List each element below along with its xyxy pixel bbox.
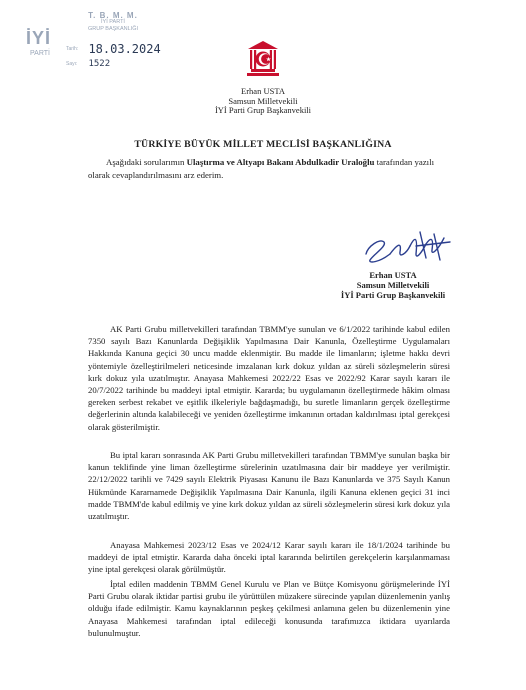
stamp-line-1: T. B. M. M.	[88, 11, 138, 20]
sender-header	[0, 87, 526, 116]
handwritten-signature-icon	[360, 224, 456, 270]
sender-name: Erhan USTA	[241, 86, 285, 96]
document-title: TÜRKİYE BÜYÜK MİLLET MECLİSİ BAŞKANLIĞINA	[134, 139, 392, 150]
sender-position: İYİ Parti Grup Başkanvekili	[214, 105, 312, 115]
tbmm-emblem-icon	[243, 38, 283, 80]
stamp-number-value: 1522	[88, 58, 111, 69]
stamp-line-2: İYİ PARTİ	[101, 19, 125, 25]
body-paragraph-2: Bu iptal kararı sonrasında AK Parti Grubu milletvekilleri tarafından TBMM'ye sunulan başka bir kanun teklifinde yine liman özelleştirme sürelerinin uzatılmasına dair bir maddeye yer verilmiştir. 22/12/2022 tarihli ve 7429 sayılı Elektrik Piyasası Kanunu ile Bazı Kanunlarda ve 375 Sayılı Kanun Hükmünde Kararnamede Değişiklik Yapılmasına Dair Kanunla, ilgili Kanuna eklenen geçici 31 inci madde TBMM'de kabul edilmiş ve yine kırk dokuz yıldan az süreli sözleşmelerin süresi kırk dokuz yıla uzatılmıştır.	[88, 450, 450, 522]
stamp-date-label: Tarih:	[66, 45, 79, 52]
registry-stamp	[26, 12, 166, 68]
stamp-line-3: GRUP BAŞKANLIĞI	[87, 26, 139, 32]
intro-paragraph	[88, 156, 450, 182]
intro-minister: Ulaştırma ve Altyapı Bakanı Abdulkadir Uraloğlu	[186, 157, 375, 167]
sender-role: Samsun Milletvekili	[228, 95, 298, 106]
logo-sub: PARTİ	[30, 50, 50, 57]
sign-name: Erhan USTA	[369, 270, 417, 280]
sign-position: İYİ Parti Grup Başkanvekili	[340, 290, 446, 300]
logo-word: İYİ	[26, 28, 52, 48]
intro-after: tarafından yazılı olarak cevaplandırılmasını arz ederim.	[88, 157, 435, 180]
body-paragraph-1: AK Parti Grubu milletvekilleri tarafından TBMM'ye sunulan ve 6/1/2022 tarihinde kabul edilen 7350 sayılı Bazı Kanunlarda Değişiklik Yapılmasına Dair Kanunla, Özelleştirme Uygulamaları Hakkında Kanuna geçici 30 uncu madde eklenmiştir. Bu madde ile limanların; işletme hakkı devri yöntemiyle özelleştirilmeleri neticesinde imzalanan kırk dokuz yıldan az süreli sözleşmelerin süresi kırk dokuz yıla uzatılmıştır. Anayasa Mahkemesi 2022/22 Esas ve 2022/92 Karar sayılı kararı ile 20/7/2022 tarihinde bu maddeyi iptal etmiştir. Kararda; bu uygulamanın özelleştirmede hâkim olması gereken serbest rekabet ve eşitlik ilkeleriyle bağdaşmadığı, bu suretle limanların gerçek özelleştirme değerlerinin altında kalabileceği ve yeniden özelleştirme imkanının ortadan kaldırılması iptal gerekçesi olarak gösterilmiştir.	[88, 324, 450, 432]
stamp-number-row	[66, 55, 110, 73]
stamp-header	[68, 12, 158, 33]
signature-block	[318, 270, 468, 300]
intro-before: Aşağıdaki sorularımın	[106, 157, 187, 167]
body-paragraph-3: Anayasa Mahkemesi 2023/12 Esas ve 2024/12 Karar sayılı kararı ile 18/1/2024 tarihinde bu maddeyi de iptal etmiştir. Kararda daha önceki iptal kararında belirtilen gerekçelerin karşılanmaması yine iptal gerekçesi olarak görülmüştür.	[88, 540, 450, 575]
iyi-parti-logo	[26, 14, 60, 68]
sign-role: Samsun Milletvekili	[356, 280, 430, 290]
stamp-number-label: Sayı:	[66, 60, 78, 67]
body-paragraph-4: İptal edilen maddenin TBMM Genel Kurulu ve Plan ve Bütçe Komisyonu görüşmelerinde İYİ Parti Grubu olarak iktidar partisi grubu ile yürüttülen müzakere sürecinde yapılan düzenlemenin yanlış olduğu ifade edilmiştir. Kamu kaynaklarının peşkeş çekilmesi anlamına gelen bu düzenlemenin yine Anayasa Mahkemesi tarafından iptal edileceği konusunda tarafımızca iktidara uyarılarda bulunulmuştur.	[88, 579, 450, 638]
stamp-date-value: 18.03.2024	[88, 41, 161, 56]
